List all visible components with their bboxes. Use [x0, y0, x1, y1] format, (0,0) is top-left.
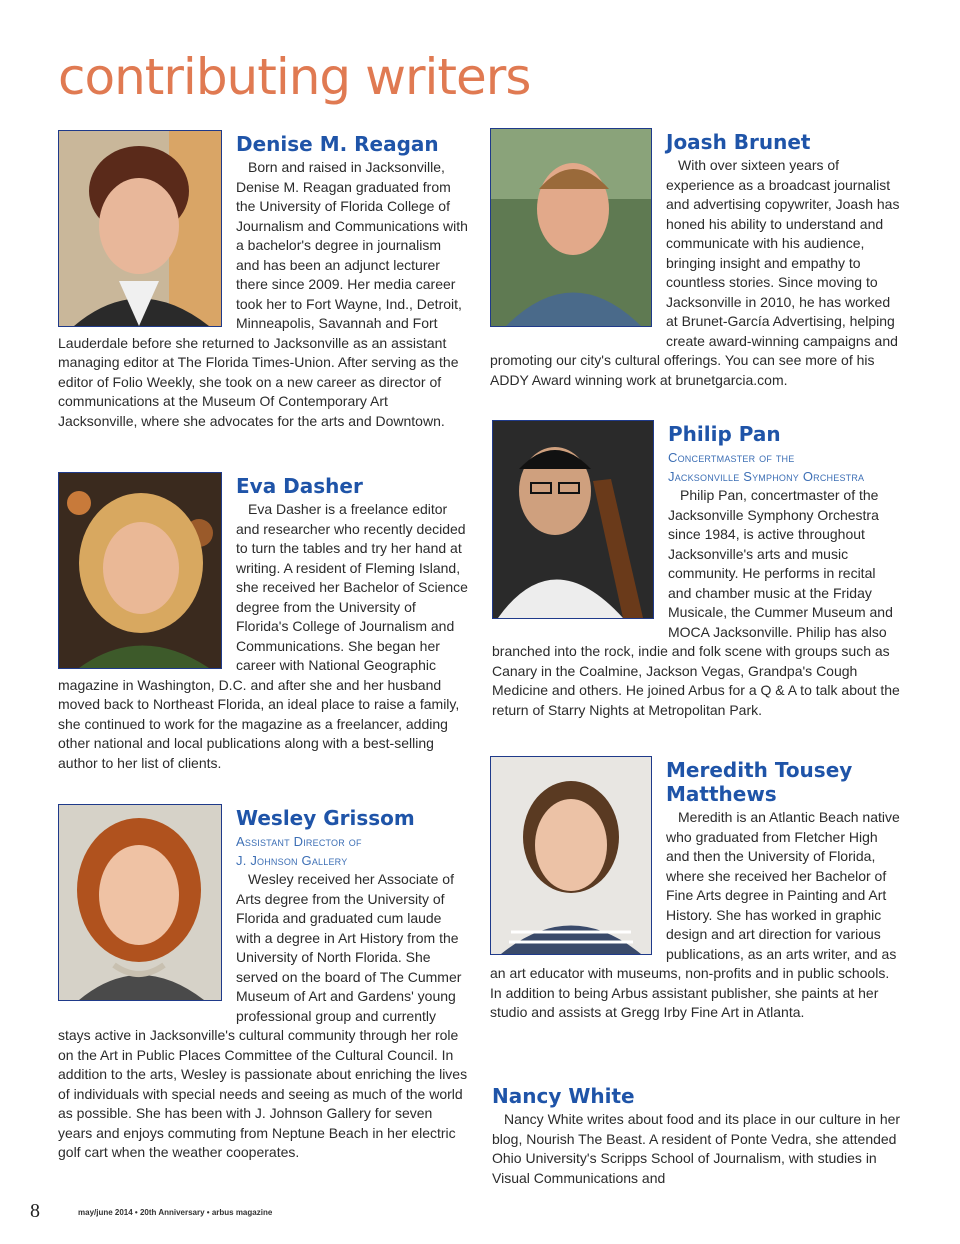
- writer-name: Eva Dasher: [236, 474, 363, 498]
- writer-entry-denise: [58, 130, 468, 431]
- writer-bio: With over sixteen years of experience as a broadcast journalist and advertising copywriter, Joash has honed his ability to understand and communicate with his audience, bringing insight and empathy to countless stories. Since moving to Jacksonville in 2010, he has worked at Brunet-García Advertising, helping create award-winning campaigns and promoting our city's cultural offerings. You can see more of his ADDY Award winning work at brunetgarcia.com.: [490, 157, 900, 388]
- writer-role: Assistant Director of: [236, 834, 362, 849]
- writer-entry-philip: [492, 420, 902, 720]
- writer-name: Wesley Grissom: [236, 806, 415, 830]
- writer-photo-meredith: [490, 756, 652, 955]
- writer-entry-nancy: [492, 1082, 902, 1188]
- writer-entry-joash: [490, 128, 900, 390]
- writer-name: Nancy White: [492, 1084, 635, 1108]
- writer-bio: Born and raised in Jacksonville, Denise M. Reagan graduated from the University of Florida College of Journalism and Communications with a bachelor's degree in journalism and has been an adjunct lecturer there since 2009. Her media career took her to Fort Wayne, Ind., Detroit, Minneapolis, Savannah and Fort Lauderdale before she returned to Jacksonville as an assistant managing editor at The Florida Times-Union. After serving as the editor of Folio Weekly, she took on a new career as director of communications at the Museum Of Contemporary Art Jacksonville, where she advocates for the arts and Downtown.: [58, 159, 468, 429]
- writer-name: Denise M. Reagan: [236, 132, 439, 156]
- writer-entry-meredith: [490, 756, 900, 1023]
- page-title: contributing writers: [58, 48, 531, 106]
- writer-entry-wesley: [58, 804, 468, 1163]
- writer-photo-wesley: [58, 804, 222, 1001]
- writer-role: J. Johnson Gallery: [236, 853, 348, 868]
- writer-photo-joash: [490, 128, 652, 327]
- writer-name: Joash Brunet: [666, 130, 811, 154]
- writer-entry-eva: [58, 472, 468, 773]
- writer-name: Philip Pan: [668, 422, 781, 446]
- writer-bio: Eva Dasher is a freelance editor and researcher who recently decided to turn the tables and try her hand at writing. A resident of Fleming Island, she received her Bachelor of Science degree from the University of Florida's College of Journalism and Communications. She began her career with National Geographic magazine in Washington, D.C. and after she and her husband moved back to Northeast Florida, an ideal place to raise a family, she continued to work for the magazine as a freelancer, adding other national and local publications along with a best-selling author to her list of clients.: [58, 501, 468, 771]
- writer-bio: Wesley received her Associate of Arts degree from the University of Florida and graduated cum laude with a degree in Art History from the University of North Florida. She served on the board of The Cummer Museum of Art and Gardens' young professional group and currently stays active in Jacksonville's cultural community through her role on the Art in Public Places Committee of the Cultural Council. In addition to the arts, Wesley is passionate about enriching the lives of individuals with special needs and seeing as much of the world as possible. She has been with J. Johnson Gallery for seven years and enjoys commuting from Neptune Beach in her electric golf cart when the weather cooperates.: [58, 871, 468, 1160]
- writer-photo-eva: [58, 472, 222, 669]
- writer-bio: Nancy White writes about food and its place in our culture in her blog, Nourish The Beast. A resident of Ponte Vedra, she attended Ohio University's Scripps School of Journalism, with studies in Visual Communications and: [492, 1111, 901, 1186]
- writer-role: Concertmaster of the: [668, 450, 795, 465]
- footer-issue: may/june 2014 • 20th Anniversary • arbus magazine: [78, 1208, 273, 1217]
- page-number: 8: [30, 1200, 40, 1222]
- writer-bio: Meredith is an Atlantic Beach native who graduated from Fletcher High and then the University of Florida, where she received her Bachelor of Fine Arts degree in Painting and Art History. She has worked in graphic design and art direction for various publications, as an arts writer, and as an art educator with museums, non-profits and in public schools. In addition to being Arbus assistant publisher, she paints at her studio and assists at Gregg Irby Fine Art in Atlanta.: [490, 809, 900, 1020]
- writer-name: Meredith Tousey Matthews: [666, 758, 853, 806]
- writer-bio: Philip Pan, concertmaster of the Jacksonville Symphony Orchestra since 1984, is active throughout Jacksonville's arts and music community. He performs in recital and chamber music at the Friday Musicale, the Cummer Museum and MOCA Jacksonville. Philip has also branched into the rock, indie and folk scene with groups such as Canary in the Coalmine, Jackson Vegas, Grandpa's Cough Medicine and others. He joined Arbus for a Q & A to talk about the return of Starry Nights at Metropolitan Park.: [492, 487, 900, 718]
- writer-role: Jacksonville Symphony Orchestra: [668, 469, 865, 484]
- writer-photo-philip: [492, 420, 654, 619]
- writer-photo-denise: [58, 130, 222, 327]
